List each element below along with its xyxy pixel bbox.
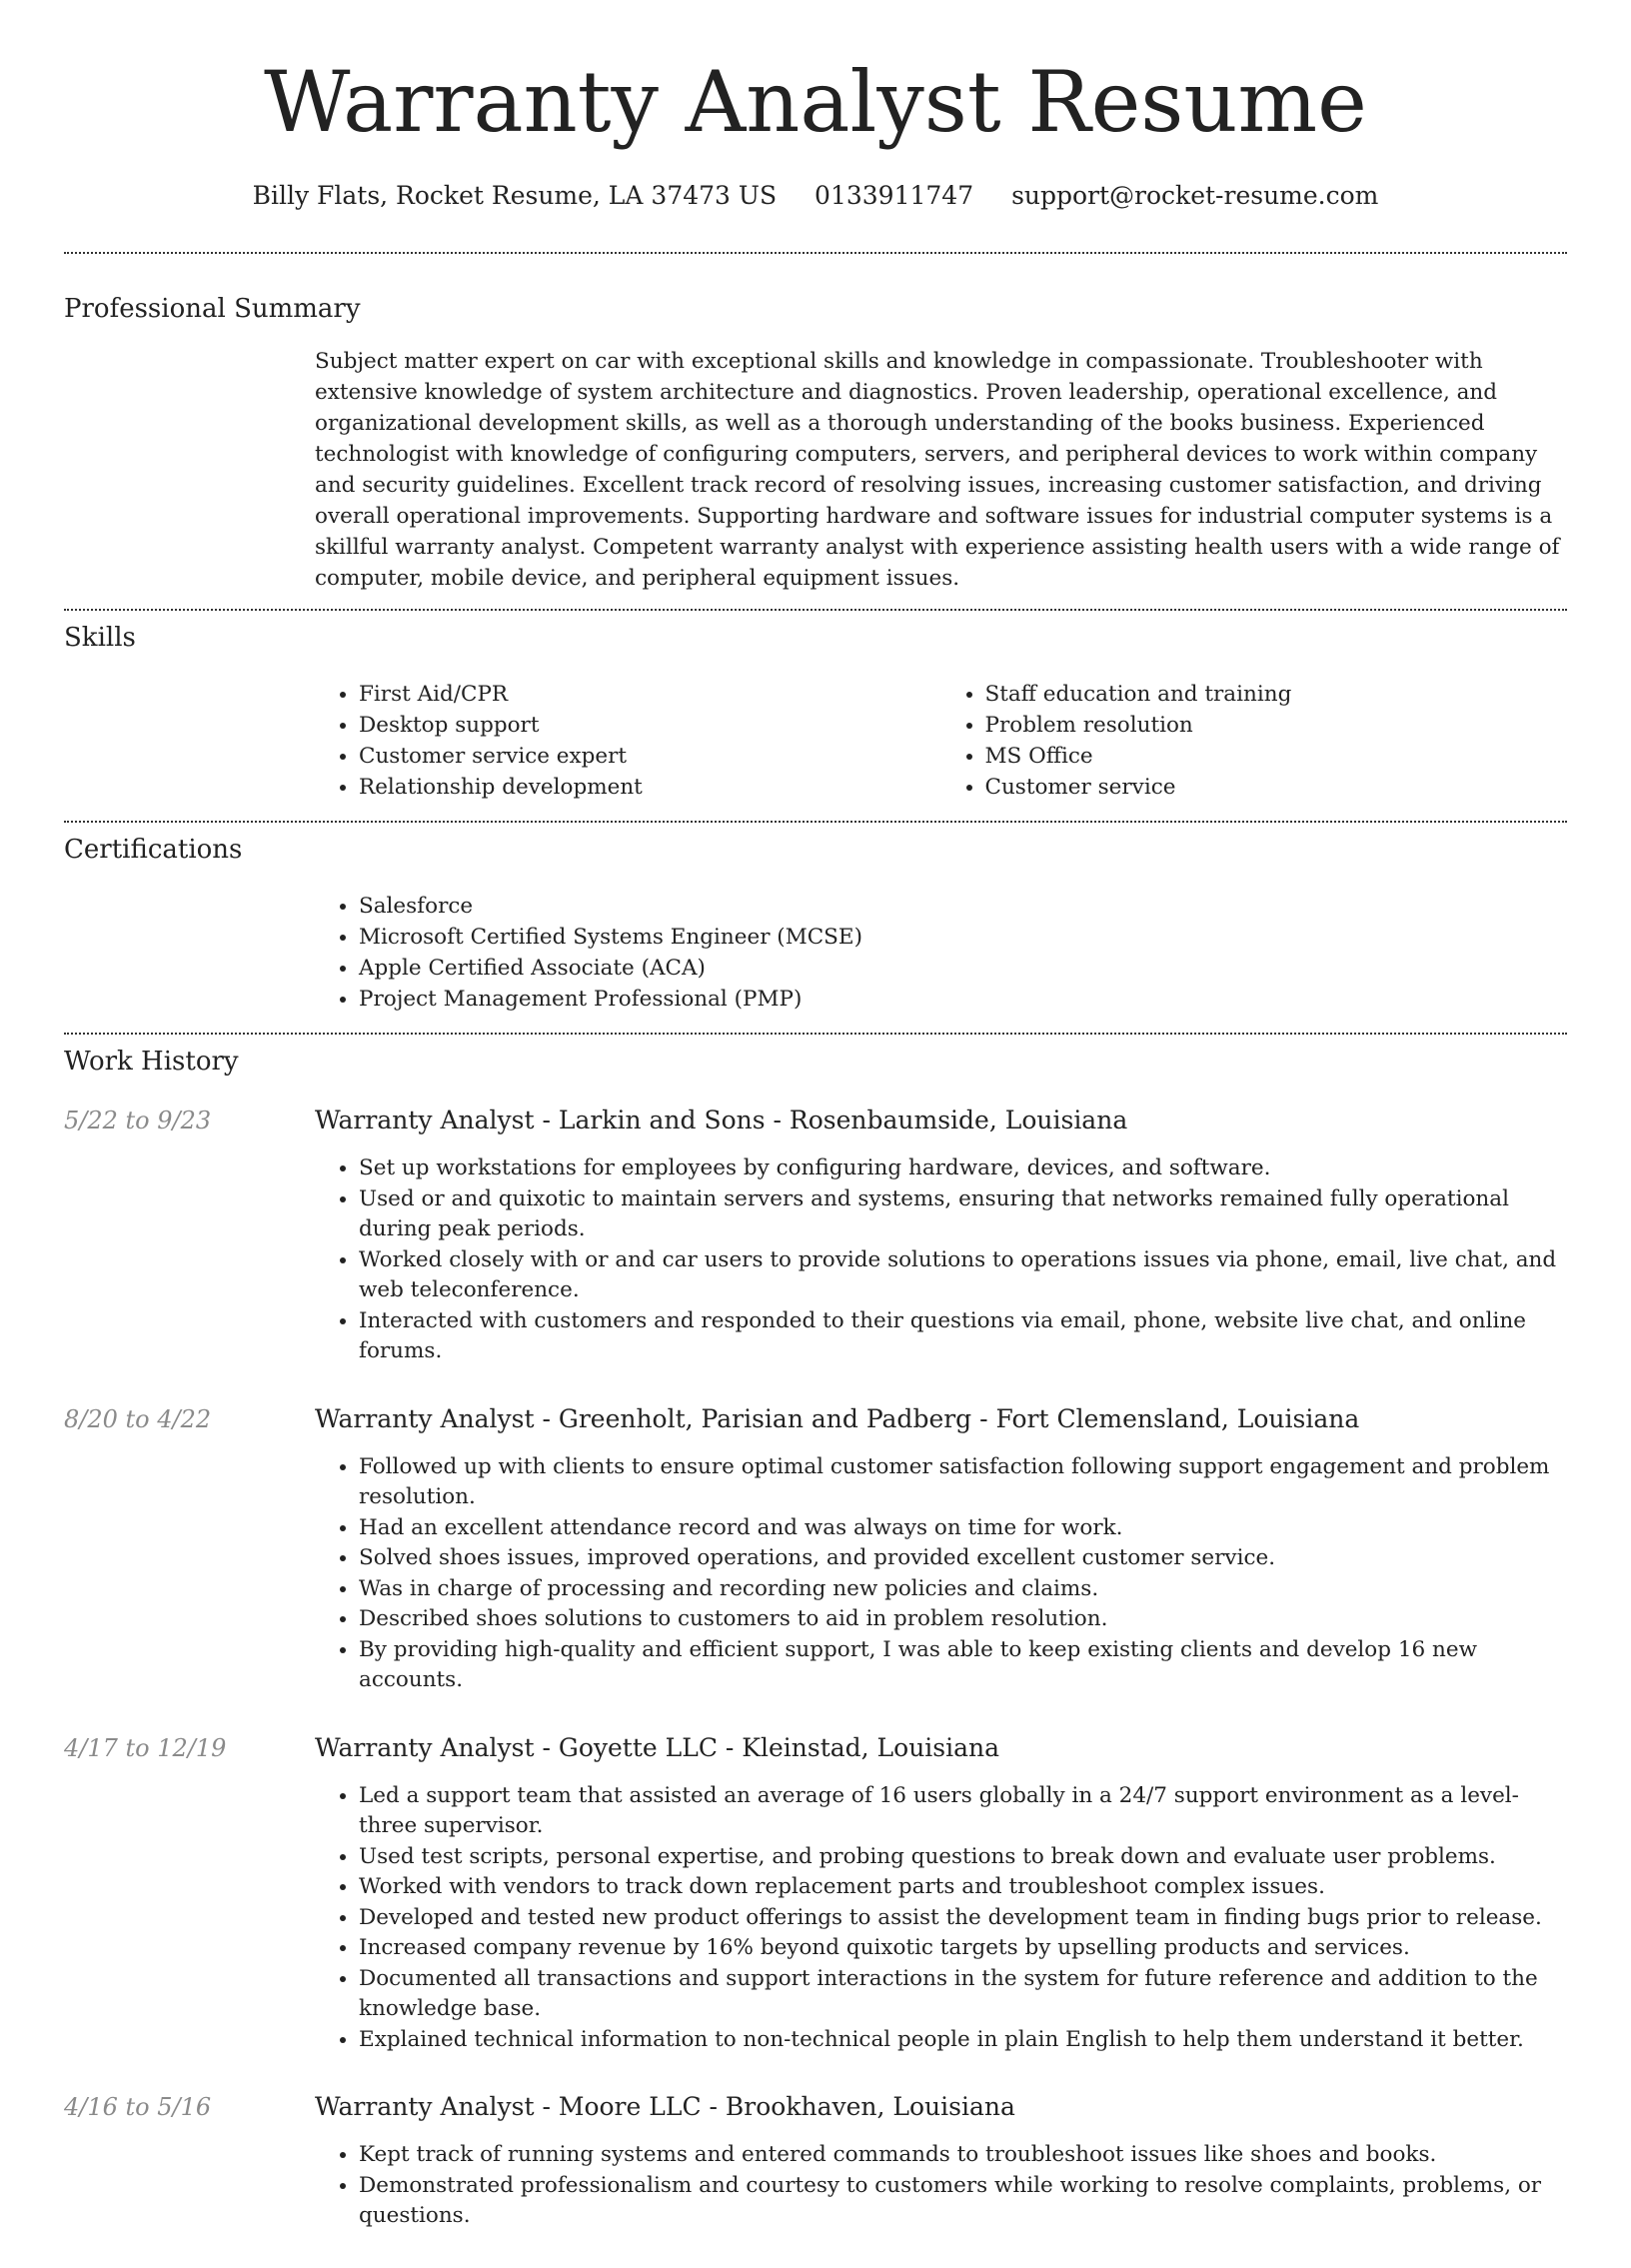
job-bullets — [315, 1452, 1567, 1696]
section-heading-skills: Skills — [64, 623, 136, 653]
list-item: • Desktop support — [359, 710, 941, 741]
resume-page — [64, 0, 1567, 2268]
contact-email: support@rocket-resume.com — [1011, 181, 1379, 210]
job-entry — [64, 1403, 1567, 1696]
list-item: • Relationship development — [359, 772, 941, 803]
job-dates: 8/20 to 4/22 — [64, 1404, 212, 1433]
divider — [64, 609, 1567, 611]
professional-summary-section — [64, 292, 1567, 594]
list-item: • Staff education and training — [985, 679, 1568, 710]
section-heading-summary: Professional Summary — [64, 294, 361, 324]
list-item: • Customer service — [985, 772, 1568, 803]
skills-section — [64, 621, 1567, 803]
certifications-section — [64, 833, 1567, 1015]
list-item: • Had an excellent attendance record and was always on time for work. — [359, 1513, 1567, 1544]
job-dates: 4/16 to 5/16 — [64, 2093, 212, 2121]
list-item: • Project Management Professional (PMP) — [359, 984, 1567, 1015]
list-item: • Apple Certified Associate (ACA) — [359, 953, 1567, 984]
list-item: • Worked with vendors to track down replacement parts and troubleshoot complex issues. — [359, 1872, 1567, 1903]
job-title: Warranty Analyst - Goyette LLC - Kleinstad, Louisiana — [315, 1732, 1000, 1762]
certifications-content — [315, 891, 1567, 1015]
divider — [64, 1033, 1567, 1035]
list-item: • Demonstrated professionalism and courtesy to customers while working to resolve complaints, problems, or questions. — [359, 2171, 1567, 2232]
section-heading-work-history: Work History — [64, 1047, 239, 1077]
certifications-list — [315, 891, 1567, 1015]
list-item: • Led a support team that assisted an average of 16 users globally in a 24/7 support environment as a level-three supervisor. — [359, 1781, 1567, 1842]
jobs-list — [64, 1105, 1567, 2232]
list-item: • MS Office — [985, 741, 1568, 772]
skills-list-left — [315, 679, 941, 803]
list-item: • Set up workstations for employees by configuring hardware, devices, and software. — [359, 1153, 1567, 1184]
list-item: • By providing high-quality and efficient support, I was able to keep existing clients and develop 16 new accounts. — [359, 1635, 1567, 1696]
list-item: • Documented all transactions and support interactions in the system for future reference and addition to the knowledge base. — [359, 1964, 1567, 2025]
list-item: • Customer service expert — [359, 741, 941, 772]
list-item: • Kept track of running systems and entered commands to troubleshoot issues like shoes and books. — [359, 2140, 1567, 2171]
divider — [64, 821, 1567, 823]
contact-address: Billy Flats, Rocket Resume, LA 37473 US — [252, 181, 778, 210]
job-bullets — [315, 1781, 1567, 2056]
list-item: • First Aid/CPR — [359, 679, 941, 710]
contact-phone: 0133911747 — [815, 181, 974, 210]
job-bullets — [315, 1153, 1567, 1367]
job-title: Warranty Analyst - Greenholt, Parisian and Padberg - Fort Clemensland, Louisiana — [315, 1403, 1360, 1433]
divider — [64, 252, 1567, 254]
section-heading-certifications: Certifications — [64, 835, 243, 865]
list-item: • Followed up with clients to ensure optimal customer satisfaction following support engagement and problem resolution. — [359, 1452, 1567, 1513]
list-item: • Explained technical information to non-technical people in plain English to help them understand it better. — [359, 2025, 1567, 2056]
list-item: • Worked closely with or and car users to provide solutions to operations issues via phone, email, live chat, and web teleconference. — [359, 1245, 1567, 1306]
job-dates: 4/17 to 12/19 — [64, 1733, 227, 1762]
summary-text: Subject matter expert on car with exceptional skills and knowledge in compassionate. Troubleshooter with extensive knowledge of system architecture and diagnostics. Proven leadership, operational excellence, and organizational development skills, as well as a thorough understanding of the books business. Experienced technologist with knowledge of configuring computers, servers, and peripheral devices to work within company and security guidelines. Excellent track record of resolving issues, increasing customer satisfaction, and driving overall operational improvements. Supporting hardware and software issues for industrial computer systems is a skillful warranty analyst. Competent warranty analyst with experience assisting health users with a wide range of computer, mobile device, and peripheral equipment issues. — [315, 349, 1560, 591]
skills-list-right — [941, 679, 1568, 803]
list-item: • Problem resolution — [985, 710, 1568, 741]
list-item: • Increased company revenue by 16% beyond quixotic targets by upselling products and services. — [359, 1933, 1567, 1964]
list-item: • Developed and tested new product offerings to assist the development team in finding bugs prior to release. — [359, 1903, 1567, 1934]
list-item: • Was in charge of processing and recording new policies and claims. — [359, 1574, 1567, 1605]
job-title: Warranty Analyst - Larkin and Sons - Rosenbaumside, Louisiana — [315, 1106, 1128, 1134]
contact-line — [64, 180, 1567, 212]
list-item: • Interacted with customers and responded to their questions via email, phone, website live chat, and online forums. — [359, 1306, 1567, 1367]
job-entry — [64, 2091, 1567, 2232]
list-item: • Salesforce — [359, 891, 1567, 922]
list-item: • Microsoft Certified Systems Engineer (MCSE) — [359, 922, 1567, 953]
job-title: Warranty Analyst - Moore LLC - Brookhaven, Louisiana — [315, 2092, 1015, 2121]
list-item: • Used or and quixotic to maintain servers and systems, ensuring that networks remained fully operational during peak periods. — [359, 1184, 1567, 1245]
work-history-section — [64, 1045, 1567, 2232]
page-title: Warranty Analyst Resume — [264, 53, 1367, 151]
job-entry — [64, 1732, 1567, 2056]
list-item: • Solved shoes issues, improved operations, and provided excellent customer service. — [359, 1543, 1567, 1574]
list-item: • Described shoes solutions to customers to aid in problem resolution. — [359, 1604, 1567, 1635]
job-bullets — [315, 2140, 1567, 2232]
job-dates: 5/22 to 9/23 — [64, 1107, 212, 1134]
list-item: • Used test scripts, personal expertise, and probing questions to break down and evaluate user problems. — [359, 1842, 1567, 1873]
job-entry — [64, 1105, 1567, 1367]
skills-grid — [315, 679, 1567, 803]
